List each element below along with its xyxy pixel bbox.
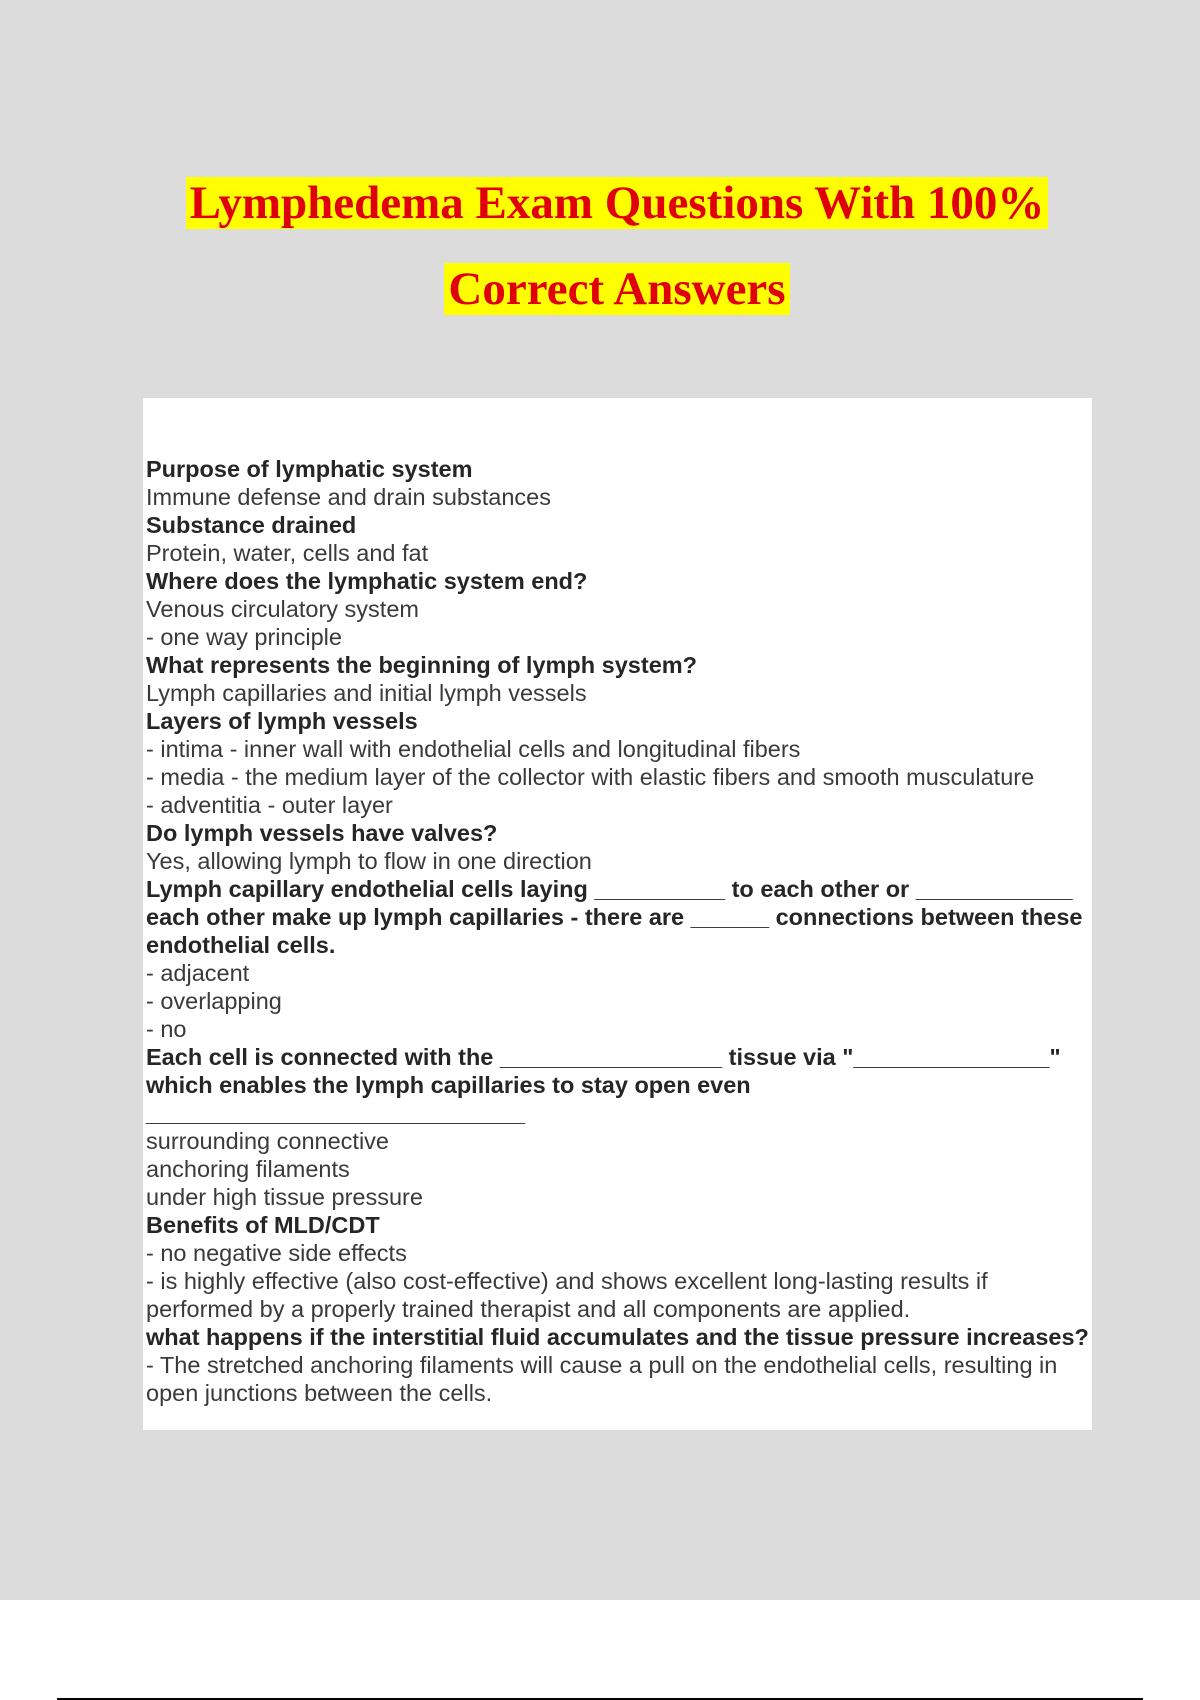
answer-text: Lymph capillaries and initial lymph vessels <box>146 680 587 706</box>
question-text: Purpose of lymphatic system <box>146 456 473 482</box>
answer-text: - no <box>146 1016 187 1042</box>
answer-text: Yes, allowing lymph to flow in one direction <box>146 848 592 874</box>
question-text: Where does the lymphatic system end? <box>146 568 588 594</box>
question-text: What represents the beginning of lymph system? <box>146 652 698 678</box>
question-text: Layers of lymph vessels <box>146 708 418 734</box>
question-text: Lymph capillary endothelial cells laying __________ to each other or ____________ each other make up lymph capillaries - there are ______ connections between these endothelial cells. <box>146 876 1083 958</box>
question-text: Benefits of MLD/CDT <box>146 1212 380 1238</box>
answer-text: under high tissue pressure <box>146 1184 423 1210</box>
document-title <box>0 160 1200 332</box>
answer-text: Venous circulatory system <box>146 596 419 622</box>
answer-text: - media - the medium layer of the collector with elastic fibers and smooth musculature <box>146 764 1035 790</box>
answer-text: - adjacent <box>146 960 250 986</box>
title-line-2-text: Correct Answers <box>444 263 789 315</box>
answer-text: anchoring filaments <box>146 1156 350 1182</box>
title-line-1 <box>0 160 1200 246</box>
question-answer-list <box>146 455 1091 1407</box>
question-text: Do lymph vessels have valves? <box>146 820 498 846</box>
question-text: what happens if the interstitial fluid accumulates and the tissue pressure increases? <box>146 1324 1089 1350</box>
question-text: Substance drained <box>146 512 357 538</box>
title-line-2 <box>0 246 1200 332</box>
answer-text: - intima - inner wall with endothelial cells and longitudinal fibers <box>146 736 801 762</box>
answer-text: - one way principle <box>146 624 342 650</box>
question-text: Each cell is connected with the _________________ tissue via "_______________" which enables the lymph capillaries to stay open even _____________________________ <box>146 1044 1061 1126</box>
answer-text: Immune defense and drain substances <box>146 484 551 510</box>
answer-text: surrounding connective <box>146 1128 389 1154</box>
answer-text: - overlapping <box>146 988 282 1014</box>
answer-text: Protein, water, cells and fat <box>146 540 429 566</box>
answer-text: - is highly effective (also cost-effective) and shows excellent long-lasting results if performed by a properly trained therapist and all components are applied. <box>146 1268 988 1322</box>
answer-text: - no negative side effects <box>146 1240 407 1266</box>
answer-text: - The stretched anchoring filaments will cause a pull on the endothelial cells, resulting in open junctions between the cells. <box>146 1352 1058 1406</box>
title-line-1-text: Lymphedema Exam Questions With 100% <box>186 177 1049 229</box>
answer-text: - adventitia - outer layer <box>146 792 393 818</box>
